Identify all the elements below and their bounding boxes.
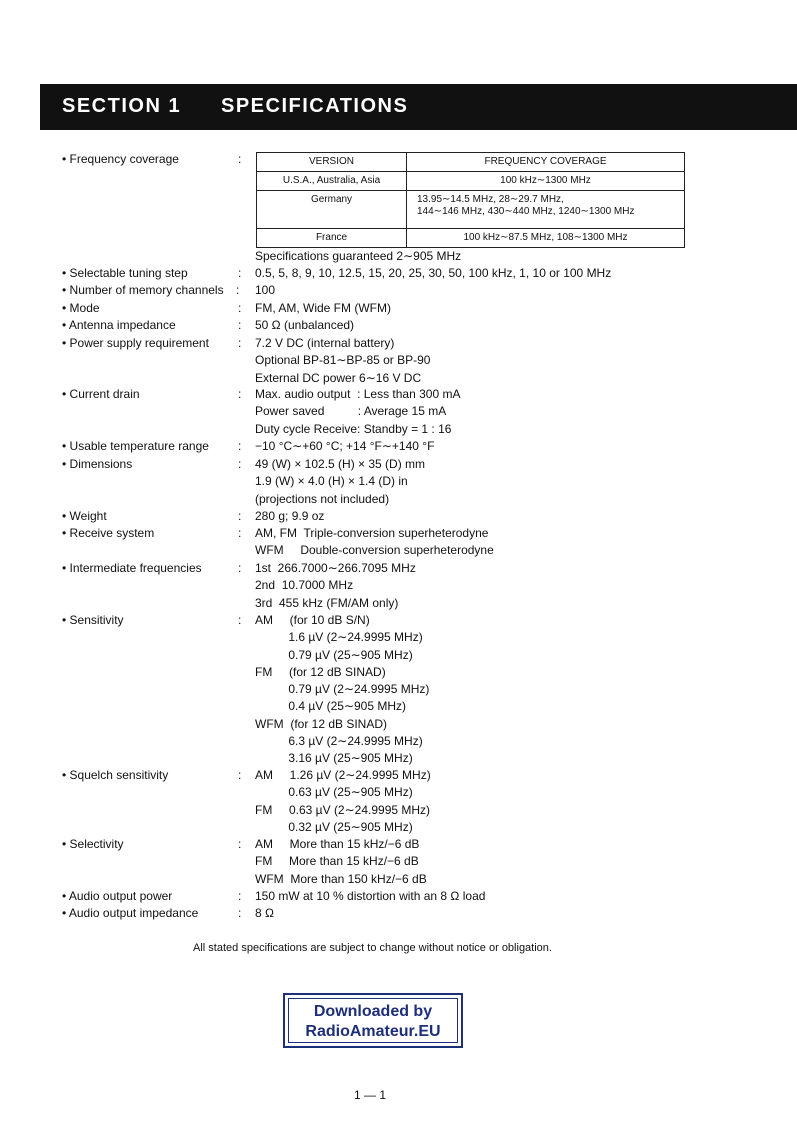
- section-header: [40, 84, 797, 130]
- table-cell-coverage: 100 kHz∼1300 MHz: [407, 172, 685, 191]
- spec-value-line: 7.2 V DC (internal battery): [255, 336, 395, 350]
- badge-inner-border: [288, 998, 458, 1043]
- spec-value-line: AM, FM Triple-conversion superheterodyne: [255, 526, 489, 540]
- spec-label: • Weight: [62, 509, 107, 523]
- spec-colon: :: [238, 837, 242, 851]
- section-number: SECTION 1: [62, 95, 182, 117]
- spec-value-line: FM 0.63 µV (2∼24.9995 MHz): [255, 802, 431, 817]
- spec-colon: :: [238, 439, 242, 453]
- spec-label: • Squelch sensitivity: [62, 768, 169, 782]
- table-header-coverage: FREQUENCY COVERAGE: [407, 153, 685, 172]
- spec-label: • Frequency coverage: [62, 152, 179, 166]
- spec-value-line: AM More than 15 kHz/−6 dB: [255, 837, 420, 851]
- spec-value-line: 49 (W) × 102.5 (H) × 35 (D) mm: [255, 457, 426, 471]
- spec-label: • Audio output impedance: [62, 906, 199, 920]
- spec-colon: :: [238, 152, 242, 166]
- spec-label: • Audio output power: [62, 889, 173, 903]
- spec-value-line: 150 mW at 10 % distortion with an 8 Ω load: [255, 889, 486, 903]
- spec-value-line: 1.6 µV (2∼24.9995 MHz): [255, 630, 423, 645]
- spec-value-line: 0.63 µV (25∼905 MHz): [255, 785, 413, 800]
- spec-value-line: WFM More than 150 kHz/−6 dB: [255, 871, 427, 886]
- spec-value-line: Optional BP-81∼BP-85 or BP-90: [255, 353, 431, 368]
- spec-value-line: 0.4 µV (25∼905 MHz): [255, 699, 407, 714]
- spec-value-line: FM (for 12 dB SINAD): [255, 664, 386, 679]
- section-title: SPECIFICATIONS: [221, 95, 409, 117]
- coverage-line: 144∼146 MHz, 430∼440 MHz, 1240∼1300 MHz: [417, 206, 635, 217]
- table-cell-version: U.S.A., Australia, Asia: [257, 172, 407, 191]
- disclaimer-note: All stated specifications are subject to change without notice or obligation.: [193, 942, 552, 954]
- spec-value-line: 0.79 µV (2∼24.9995 MHz): [255, 682, 430, 696]
- coverage-line: 13.95∼14.5 MHz, 28∼29.7 MHz,: [417, 194, 564, 205]
- spec-value-line: AM 1.26 µV (2∼24.9995 MHz): [255, 768, 431, 782]
- spec-value-line: (projections not included): [255, 491, 390, 506]
- spec-value-line: 100: [255, 283, 276, 297]
- badge-line-1: Downloaded by: [313, 1003, 433, 1020]
- spec-label: • Receive system: [62, 526, 155, 540]
- spec-value-line: 0.32 µV (25∼905 MHz): [255, 819, 413, 834]
- spec-label: • Intermediate frequencies: [62, 561, 202, 575]
- spec-label: • Mode: [62, 301, 100, 315]
- spec-colon: :: [238, 561, 242, 575]
- spec-value-line: −10 °C∼+60 °C; +14 °F∼+140 °F: [255, 439, 435, 453]
- spec-colon: :: [238, 457, 242, 471]
- download-badge: [283, 993, 463, 1048]
- spec-label: • Usable temperature range: [62, 439, 209, 453]
- spec-value-line: Specifications guaranteed 2∼905 MHz: [255, 249, 462, 263]
- spec-value-line: 2nd 10.7000 MHz: [255, 578, 354, 593]
- spec-label: • Selectivity: [62, 837, 124, 851]
- spec-colon: :: [238, 906, 242, 920]
- page-number: 1 — 1: [353, 1088, 386, 1102]
- table-header-row: [257, 153, 685, 172]
- spec-value-line: Max. audio output : Less than 300 mA: [255, 387, 461, 401]
- spec-colon: :: [238, 266, 242, 280]
- spec-value-line: 1st 266.7000∼266.7095 MHz: [255, 561, 416, 575]
- table-header-version: VERSION: [257, 153, 407, 172]
- spec-value-line: 0.5, 5, 8, 9, 10, 12.5, 15, 20, 25, 30, 50, 100 kHz, 1, 10 or 100 MHz: [255, 266, 612, 280]
- spec-label: • Dimensions: [62, 457, 133, 471]
- spec-colon: :: [238, 509, 242, 523]
- spec-value-line: Duty cycle Receive: Standby = 1 : 16: [255, 421, 452, 436]
- table-row: [257, 229, 685, 248]
- spec-colon: :: [238, 768, 242, 782]
- spec-label: • Sensitivity: [62, 613, 124, 627]
- spec-value-line: AM (for 10 dB S/N): [255, 613, 370, 627]
- table-row: [257, 172, 685, 191]
- spec-colon: :: [238, 387, 242, 401]
- spec-colon: :: [238, 889, 242, 903]
- spec-value-line: 6.3 µV (2∼24.9995 MHz): [255, 733, 423, 748]
- spec-value-line: 3.16 µV (25∼905 MHz): [255, 751, 413, 765]
- spec-value-line: FM, AM, Wide FM (WFM): [255, 301, 391, 315]
- table-cell-coverage: [407, 191, 685, 229]
- spec-label: • Number of memory channels: [62, 283, 224, 297]
- spec-value-line: FM More than 15 kHz/−6 dB: [255, 854, 419, 869]
- spec-value-line: 3rd 455 kHz (FM/AM only): [255, 595, 399, 610]
- spec-colon: :: [238, 301, 242, 315]
- spec-value-line: 8 Ω: [255, 906, 274, 920]
- table-cell-version: France: [257, 229, 407, 248]
- spec-value-line: WFM (for 12 dB SINAD): [255, 716, 388, 731]
- spec-label: • Selectable tuning step: [62, 266, 188, 280]
- spec-value-line: 0.79 µV (25∼905 MHz): [255, 647, 413, 662]
- spec-value-line: 280 g; 9.9 oz: [255, 509, 325, 523]
- spec-value-line: 1.9 (W) × 4.0 (H) × 1.4 (D) in: [255, 474, 408, 489]
- spec-label: • Power supply requirement: [62, 336, 209, 350]
- table-cell-version: Germany: [257, 191, 407, 229]
- spec-colon: :: [238, 526, 242, 540]
- spec-colon: :: [238, 318, 242, 332]
- frequency-coverage-table: [256, 152, 685, 248]
- table-cell-coverage: 100 kHz∼87.5 MHz, 108∼1300 MHz: [407, 229, 685, 248]
- spec-value-line: External DC power 6∼16 V DC: [255, 370, 422, 385]
- table-row: [257, 191, 685, 229]
- spec-value-line: WFM Double-conversion superheterodyne: [255, 543, 494, 558]
- badge-line-2: RadioAmateur.EU: [305, 1023, 441, 1040]
- spec-colon: :: [236, 283, 240, 297]
- spec-label: • Antenna impedance: [62, 318, 176, 332]
- spec-value-line: 50 Ω (unbalanced): [255, 318, 355, 332]
- spec-colon: :: [238, 336, 242, 350]
- spec-colon: :: [238, 613, 242, 627]
- spec-label: • Current drain: [62, 387, 140, 401]
- spec-value-line: Power saved : Average 15 mA: [255, 404, 447, 419]
